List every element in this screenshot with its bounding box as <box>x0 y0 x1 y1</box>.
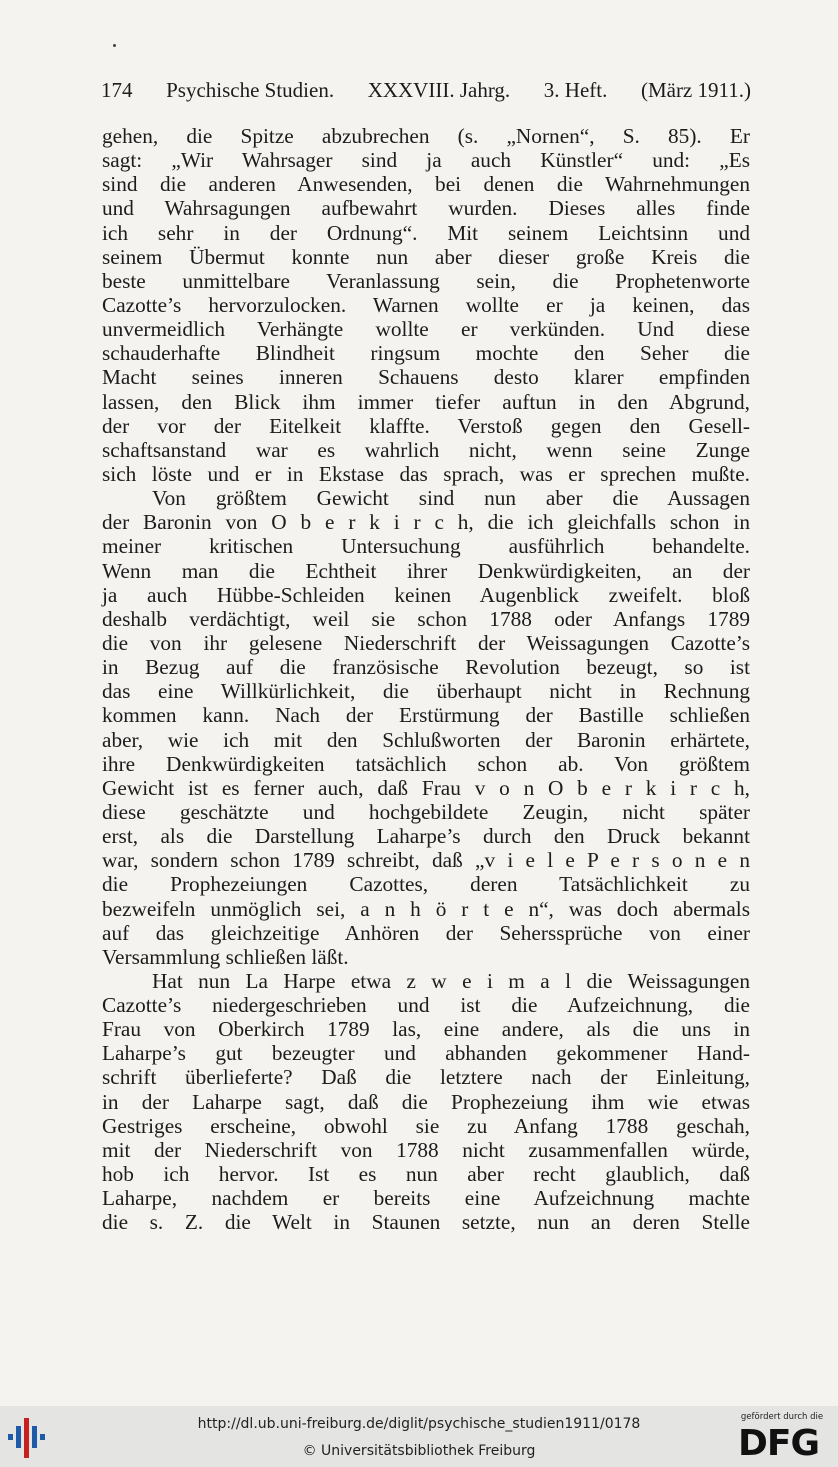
text-line: der Baronin von O b e r k i r c h, die ich gleichfalls schon in <box>102 510 750 535</box>
source-url-link[interactable]: http://dl.ub.uni-freiburg.de/diglit/psychische_studien1911/0178 <box>197 1416 641 1432</box>
running-header <box>101 76 751 104</box>
page-number: 174 <box>101 78 133 102</box>
text-line: beste unmittelbare Veranlassung sein, die Prophetenworte <box>102 268 750 293</box>
issue-date: (März 1911.) <box>640 78 751 102</box>
journal-title: Psychische Studien. <box>166 78 335 102</box>
text-line: aber, wie ich mit den Schlußworten der Baronin erhärtete, <box>102 727 750 752</box>
text-line: Hat nun La Harpe etwa z w e i m a l die Weissagungen <box>152 968 750 993</box>
text-line: die Prophezeiungen Cazottes, deren Tatsächlichkeit zu <box>102 872 750 897</box>
text-line: und Wahrsagungen aufbewahrt wurden. Dieses alles finde <box>102 196 750 221</box>
text-line: Von größtem Gewicht sind nun aber die Aussagen <box>152 486 750 511</box>
text-line: auf das gleichzeitige Anhören der Seherssprüche von einer <box>102 920 750 945</box>
text-line: gehen, die Spitze abzubrechen (s. „Nornen“, S. 85). Er <box>102 124 750 148</box>
text-line: sagt: „Wir Wahrsager sind ja auch Künstler“ und: „Es <box>102 148 750 173</box>
dfg-caption: gefördert durch die <box>740 1412 824 1422</box>
text-line: Macht seines inneren Schauens desto klarer empfinden <box>102 365 750 390</box>
text-line: sind die anderen Anwesenden, bei denen die Wahrnehmungen <box>102 172 750 197</box>
text-line: die s. Z. die Welt in Staunen setzte, nun an deren Stelle <box>102 1210 750 1235</box>
issue-label: 3. Heft. <box>543 78 608 102</box>
text-line: deshalb verdächtigt, weil sie schon 1788 oder Anfangs 1789 <box>102 606 750 631</box>
text-line: unvermeidlich Verhängte wollte er verkünden. Und diese <box>102 317 750 342</box>
text-line: lassen, den Blick ihm immer tiefer auftun in den Abgrund, <box>102 389 750 414</box>
text-line: erst, als die Darstellung Laharpe’s durch den Druck bekannt <box>102 824 750 849</box>
volume-label: XXXVIII. Jahrg. <box>367 78 511 102</box>
text-line: der vor der Eitelkeit klaffte. Verstoß gegen den Gesell- <box>102 413 750 438</box>
text-line: Cazotte’s niedergeschrieben und ist die Aufzeichnung, die <box>102 993 750 1018</box>
text-line: in Bezug auf die französische Revolution bezeugt, so ist <box>102 655 750 680</box>
text-line: mit der Niederschrift von 1788 nicht zusammenfallen würde, <box>102 1137 750 1162</box>
text-line: Frau von Oberkirch 1789 las, eine andere, als die uns in <box>102 1017 750 1042</box>
text-line: Wenn man die Echtheit ihrer Denkwürdigkeiten, an der <box>102 558 750 583</box>
viewer-footer <box>0 1406 838 1467</box>
copyright-notice: © Universitätsbibliothek Freiburg <box>302 1443 536 1459</box>
text-line: kommen kann. Nach der Erstürmung der Bastille schließen <box>102 703 750 728</box>
text-line: seinem Übermut konnte nun aber dieser große Kreis die <box>102 244 750 269</box>
text-line: ich sehr in der Ordnung“. Mit seinem Leichtsinn und <box>102 220 750 245</box>
text-line: bezweifeln unmöglich sei, a n h ö r t e n“, was doch abermals <box>102 896 750 921</box>
text-line: ja auch Hübbe-Schleiden keinen Augenblick zweifelt. bloß <box>102 582 750 607</box>
text-line: Gestriges erscheine, obwohl sie zu Anfang 1788 geschah, <box>102 1113 750 1138</box>
dfg-logo: DFG <box>738 1423 820 1464</box>
text-line: ihre Denkwürdigkeiten tatsächlich schon ab. Von größtem <box>102 751 750 776</box>
text-line: Laharpe, nachdem er bereits eine Aufzeichnung machte <box>102 1186 750 1211</box>
text-line: Versammlung schließen läßt. <box>102 944 349 969</box>
text-line: schrift überlieferte? Daß die letztere nach der Einleitung, <box>102 1065 750 1090</box>
text-line: Gewicht ist es ferner auch, daß Frau v o n O b e r k i r c h, <box>102 775 750 800</box>
text-line: Laharpe’s gut bezeugter und abhanden gekommener Hand- <box>102 1041 750 1066</box>
text-line: diese geschätzte und hochgebildete Zeugin, nicht später <box>102 799 750 824</box>
text-line: Cazotte’s hervorzulocken. Warnen wollte er ja keinen, das <box>102 292 750 317</box>
body-text <box>102 124 750 1234</box>
dfg-sponsor-block <box>734 1412 830 1464</box>
text-line: in der Laharpe sagt, daß die Prophezeiung ihm wie etwas <box>102 1089 750 1114</box>
text-line: schauderhafte Blindheit ringsum mochte den Seher die <box>102 341 750 366</box>
text-line: schaftsanstand war es wahrlich nicht, wenn seine Zunge <box>102 437 750 462</box>
text-line: meiner kritischen Untersuchung ausführlich behandelte. <box>102 534 750 559</box>
text-line: das eine Willkürlichkeit, die überhaupt nicht in Rechnung <box>102 679 750 704</box>
scan-speck <box>113 44 116 47</box>
text-line: hob ich hervor. Ist es nun aber recht glaublich, daß <box>102 1162 750 1187</box>
text-line: war, sondern schon 1789 schreibt, daß „v i e l e P e r s o n e n <box>102 848 750 873</box>
text-line: die von ihr gelesene Niederschrift der Weissagungen Cazotte’s <box>102 630 750 655</box>
text-line: sich löste und er in Ekstase das sprach, was er sprechen mußte. <box>102 461 750 486</box>
